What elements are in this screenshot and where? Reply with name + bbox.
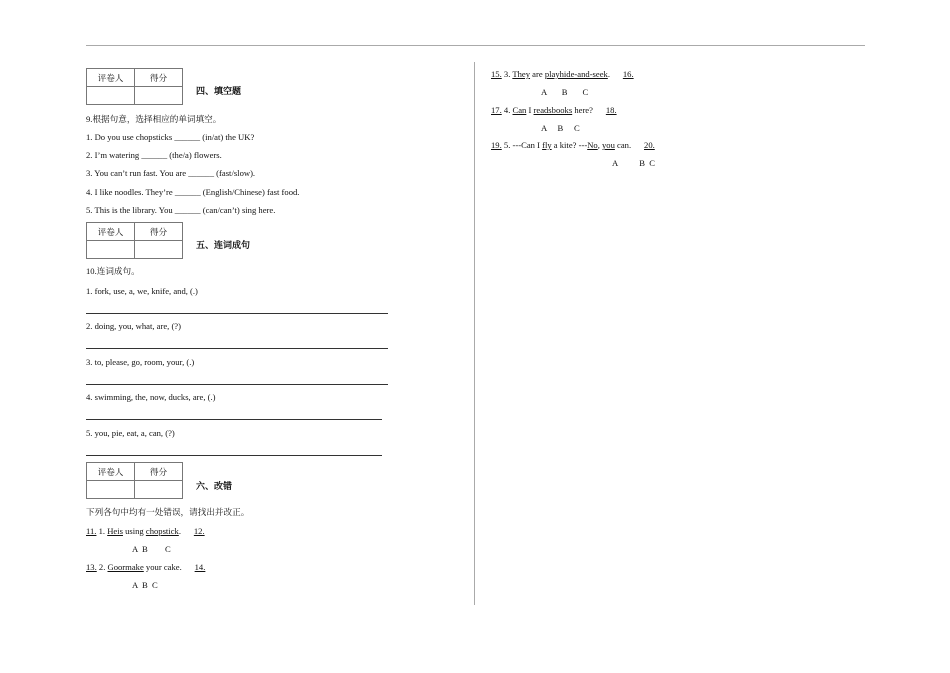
- grader-cell: [87, 241, 135, 259]
- grader-cell: [87, 481, 135, 499]
- answer-number[interactable]: 13.: [86, 562, 97, 572]
- option-a: Heis: [107, 526, 123, 536]
- grader-label: 评卷人: [87, 463, 135, 481]
- section-5-title: 五、连词成句: [196, 241, 251, 251]
- option-c: you: [602, 140, 615, 150]
- error-item-5: [491, 140, 655, 151]
- text: 5. ---Can I: [503, 140, 543, 150]
- q10-item: 2. doing, you, what, are, (?): [86, 321, 181, 331]
- text: 2.: [98, 562, 108, 572]
- q9-item: 3. You can’t run fast. You are ______ (fast/slow).: [86, 168, 256, 178]
- answer-line[interactable]: [86, 348, 388, 349]
- abc-markers: A B C: [541, 123, 580, 133]
- error-item-1: [86, 526, 205, 537]
- score-box-6: [86, 462, 183, 499]
- q10-item: 1. fork, use, a, we, knife, and, (.): [86, 286, 198, 296]
- score-box-4: [86, 68, 183, 105]
- answer-number[interactable]: 12.: [193, 526, 205, 536]
- score-cell: [135, 87, 183, 105]
- answer-line[interactable]: [86, 419, 382, 420]
- score-cell: [135, 241, 183, 259]
- abc-markers: A B C: [132, 580, 158, 590]
- top-rule: [86, 45, 865, 46]
- text: your cake.: [143, 562, 182, 572]
- answer-number[interactable]: 14.: [194, 562, 206, 572]
- grader-label: 评卷人: [87, 69, 135, 87]
- q9-item: 4. I like noodles. They’re ______ (English/Chinese) fast food.: [86, 187, 300, 197]
- q10-item: 5. you, pie, eat, a, can, (?): [86, 428, 175, 438]
- column-divider: [474, 62, 475, 605]
- text: .: [178, 526, 181, 536]
- text: .: [607, 69, 610, 79]
- q10-prompt: 10.连词成句。: [86, 266, 140, 276]
- q10-item: 3. to, please, go, room, your, (.): [86, 357, 195, 367]
- score-label: 得分: [135, 223, 183, 241]
- answer-number[interactable]: 20.: [644, 140, 655, 150]
- error-item-2: [86, 562, 205, 573]
- option-bc: readsbooks: [533, 105, 573, 115]
- abc-markers: A B C: [132, 544, 171, 554]
- text: using: [122, 526, 146, 536]
- section-6-title: 六、改错: [196, 482, 233, 492]
- answer-number[interactable]: 19.: [491, 140, 502, 150]
- text: can.: [614, 140, 632, 150]
- text: a kite? ---: [551, 140, 588, 150]
- text: ,: [597, 140, 602, 150]
- s6-instruction: 下列各句中均有一处错误，请找出并改正。: [86, 507, 250, 517]
- answer-number[interactable]: 11.: [86, 526, 97, 536]
- option-c: chopstick: [145, 526, 179, 536]
- abc-markers: A B C: [541, 87, 589, 97]
- answer-line[interactable]: [86, 455, 382, 456]
- option-a: They: [512, 69, 531, 79]
- text: 3.: [503, 69, 513, 79]
- text: 4.: [503, 105, 513, 115]
- text: here?: [572, 105, 593, 115]
- q9-prompt: 9.根据句意，选择相应的单词填空。: [86, 114, 222, 124]
- score-label: 得分: [135, 69, 183, 87]
- text: 1.: [98, 526, 108, 536]
- option-bc: playhide-and-seek: [544, 69, 608, 79]
- q9-item: 1. Do you use chopsticks ______ (in/at) the UK?: [86, 132, 255, 142]
- text: I: [526, 105, 534, 115]
- q9-item: 2. I’m watering ______ (the/a) flowers.: [86, 150, 222, 160]
- answer-number[interactable]: 17.: [491, 105, 502, 115]
- answer-number[interactable]: 18.: [605, 105, 617, 115]
- score-cell: [135, 481, 183, 499]
- grader-label: 评卷人: [87, 223, 135, 241]
- option-a: Can: [512, 105, 527, 115]
- answer-number[interactable]: 16.: [622, 69, 634, 79]
- grader-cell: [87, 87, 135, 105]
- error-item-3: [491, 69, 634, 80]
- score-label: 得分: [135, 463, 183, 481]
- error-item-4: [491, 105, 617, 116]
- q9-item: 5. This is the library. You ______ (can/can’t) sing here.: [86, 205, 276, 215]
- answer-line[interactable]: [86, 313, 388, 314]
- option-b: No: [587, 140, 598, 150]
- q10-item: 4. swimming, the, now, ducks, are, (.): [86, 392, 216, 402]
- abc-markers: A B C: [612, 158, 655, 168]
- answer-line[interactable]: [86, 384, 388, 385]
- section-4-title: 四、填空题: [196, 87, 242, 97]
- option-ab: Goormake: [107, 562, 144, 572]
- answer-number[interactable]: 15.: [491, 69, 502, 79]
- option-a: fly: [542, 140, 552, 150]
- score-box-5: [86, 222, 183, 259]
- text: are: [530, 69, 545, 79]
